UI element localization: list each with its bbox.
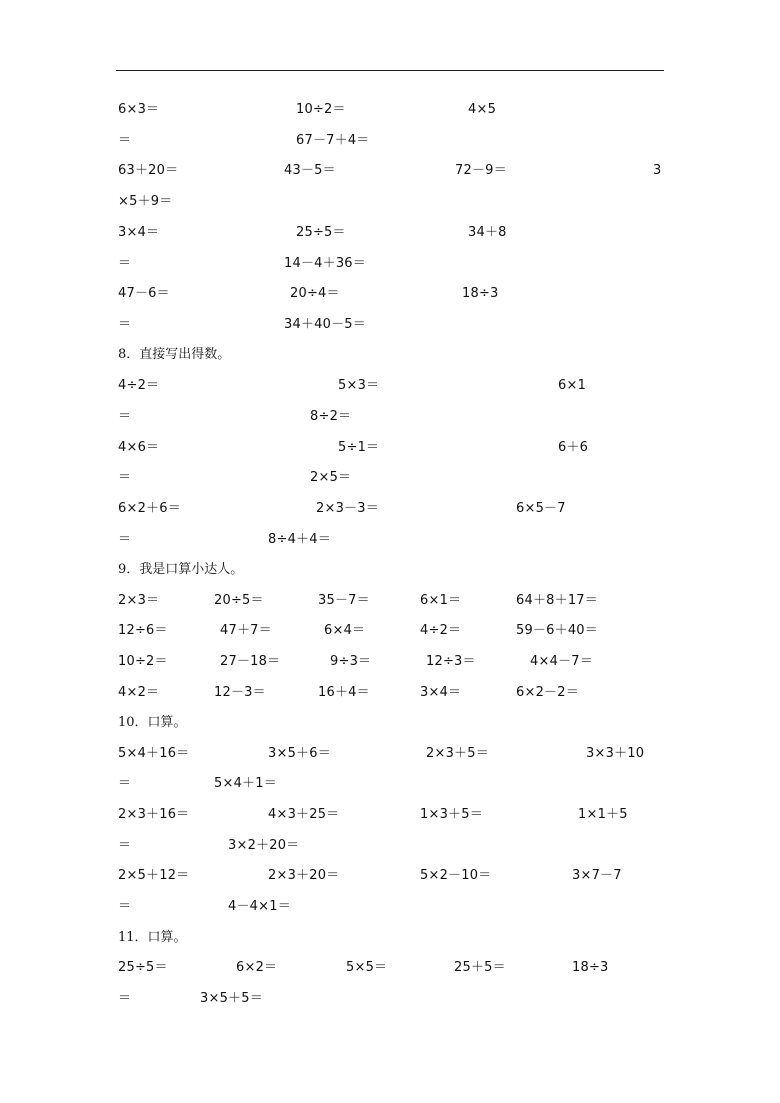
expression: 27－18＝ (220, 654, 281, 669)
expression: 25÷5＝ (118, 960, 168, 975)
expression: 4×5 (468, 102, 497, 117)
expression: ＝ (118, 256, 132, 271)
expression: ×5＋9＝ (118, 194, 173, 209)
expression: 4×4－7＝ (530, 654, 593, 669)
expression: 25＋5＝ (454, 960, 506, 975)
expression: 3×5＋6＝ (268, 746, 331, 761)
expression: 3 (653, 163, 662, 178)
expression: 12÷6＝ (118, 623, 168, 638)
expression: 34＋8 (468, 225, 507, 240)
expression: 5×3＝ (338, 378, 380, 393)
expression: 8÷4＋4＝ (268, 532, 331, 547)
expression: 5×5＝ (346, 960, 388, 975)
expression: 10÷2＝ (296, 102, 346, 117)
expression: 1×3＋5＝ (420, 807, 483, 822)
expression: 18÷3 (462, 286, 499, 301)
expression: ＝ (118, 991, 132, 1006)
expression: 8÷2＝ (310, 409, 352, 424)
expression: 18÷3 (572, 960, 609, 975)
expression: 6×2－2＝ (516, 685, 579, 700)
expression: 10÷2＝ (118, 654, 168, 669)
expression: 72－9＝ (455, 163, 507, 178)
question-heading: 9．我是口算小达人。 (118, 562, 244, 577)
expression: 6×4＝ (324, 623, 366, 638)
expression: 5×4＋1＝ (214, 776, 277, 791)
question-heading: 11．口算。 (118, 930, 187, 945)
expression: 2×5＝ (310, 470, 352, 485)
expression: 12÷3＝ (426, 654, 476, 669)
expression: 4×6＝ (118, 440, 160, 455)
expression: 2×3＝ (118, 593, 160, 608)
expression: 16＋4＝ (318, 685, 370, 700)
expression: 25÷5＝ (296, 225, 346, 240)
expression: 5×4＋16＝ (118, 746, 190, 761)
expression: ＝ (118, 133, 132, 148)
expression: 4÷2＝ (118, 378, 160, 393)
expression: ＝ (118, 317, 132, 332)
expression: 2×3＋5＝ (426, 746, 489, 761)
expression: 34＋40－5＝ (284, 317, 366, 332)
question-heading: 10．口算。 (118, 715, 187, 730)
expression: 3×5＋5＝ (200, 991, 263, 1006)
expression: 14－4＋36＝ (284, 256, 366, 271)
expression: 20÷4＝ (290, 286, 340, 301)
expression: 6×3＝ (118, 102, 160, 117)
expression: 2×3－3＝ (316, 501, 379, 516)
question-heading: 8．直接写出得数。 (118, 347, 231, 362)
expression: 6×2＝ (236, 960, 278, 975)
expression: 5÷1＝ (338, 440, 380, 455)
expression: ＝ (118, 532, 132, 547)
expression: 2×5＋12＝ (118, 868, 190, 883)
expression: ＝ (118, 776, 132, 791)
expression: ＝ (118, 838, 132, 853)
expression: 3×7－7 (572, 868, 622, 883)
expression: 4÷2＝ (420, 623, 462, 638)
expression: 4×3＋25＝ (268, 807, 340, 822)
expression: 6＋6 (558, 440, 589, 455)
header-rule (116, 70, 664, 71)
expression: 2×3＋20＝ (268, 868, 340, 883)
expression: 59－6＋40＝ (516, 623, 598, 638)
expression: ＝ (118, 470, 132, 485)
expression: 6×1 (558, 378, 587, 393)
expression: ＝ (118, 409, 132, 424)
expression: 64＋8＋17＝ (516, 593, 598, 608)
expression: 4×2＝ (118, 685, 160, 700)
expression: 35－7＝ (318, 593, 370, 608)
expression: 47－6＝ (118, 286, 170, 301)
expression: 3×2＋20＝ (228, 838, 300, 853)
expression: 3×3＋10 (586, 746, 645, 761)
expression: 5×2－10＝ (420, 868, 492, 883)
expression: 63＋20＝ (118, 163, 179, 178)
expression: 1×1＋5 (578, 807, 628, 822)
expression: 47＋7＝ (220, 623, 272, 638)
expression: 9÷3＝ (330, 654, 372, 669)
expression: 43－5＝ (284, 163, 336, 178)
expression: ＝ (118, 899, 132, 914)
expression: 67－7＋4＝ (296, 133, 370, 148)
expression: 6×5－7 (516, 501, 566, 516)
expression: 6×2＋6＝ (118, 501, 181, 516)
expression: 12－3＝ (214, 685, 266, 700)
expression: 4－4×1＝ (228, 899, 291, 914)
expression: 2×3＋16＝ (118, 807, 190, 822)
expression: 20÷5＝ (214, 593, 264, 608)
expression: 6×1＝ (420, 593, 462, 608)
expression: 3×4＝ (420, 685, 462, 700)
expression: 3×4＝ (118, 225, 160, 240)
